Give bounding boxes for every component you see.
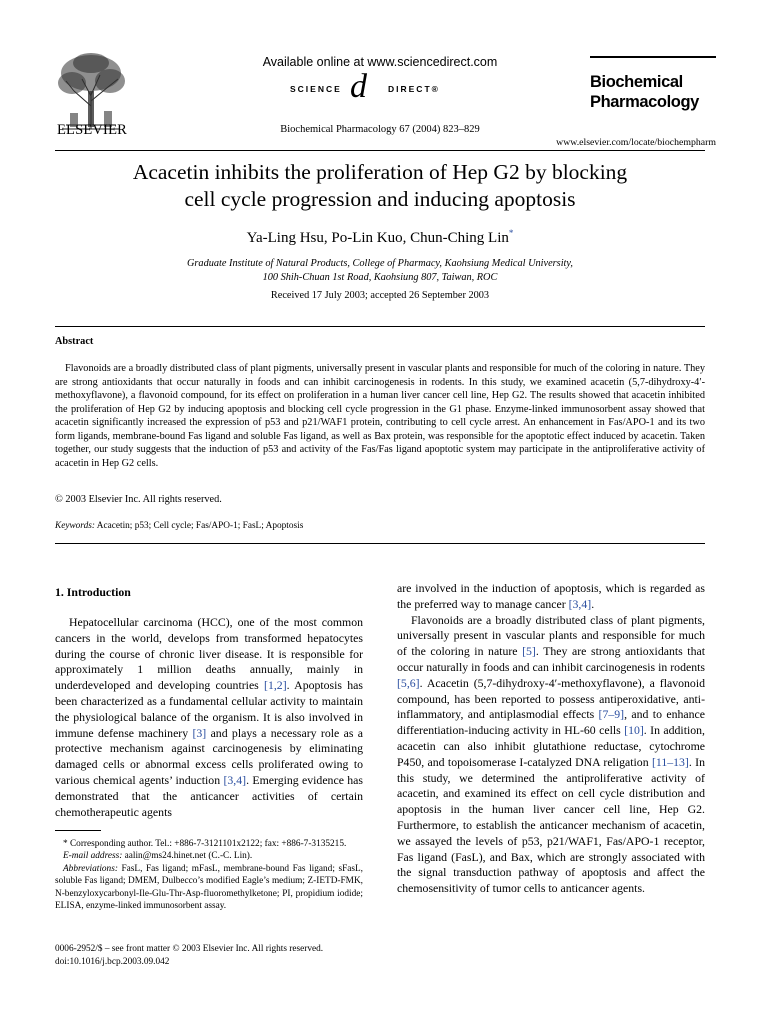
abstract-heading: Abstract: [55, 336, 94, 347]
author-list: Ya-Ling Hsu, Po-Lin Kuo, Chun-Ching Lin*: [246, 228, 514, 246]
publisher-name: ELSEVIER: [56, 122, 128, 138]
article-title: Acacetin inhibits the proliferation of Hep G2 by blocking cell cycle progression and inducing apoptosis: [132, 160, 628, 211]
corresponding-mark[interactable]: *: [508, 228, 514, 238]
abstract-top-rule: [55, 326, 705, 327]
abbreviations-note: Abbreviations: FasL, Fas ligand; mFasL, membrane-bound Fas ligand; sFasL, soluble Fas ligand; DMEM, Dulbecco’s modified Eagle’s medium; Z-IETD-FMK, N-benzyloxycarbonyl-Ile-Glu-Thr-Asp-fluoromethylketone; PI, propidium iodide; ELISA, enzyme-linked immunosorbent assay.: [55, 863, 363, 912]
issn-line: 0006-2952/$ – see front matter © 2003 Elsevier Inc. All rights reserved.: [55, 944, 324, 954]
journal-citation: Biochemical Pharmacology 67 (2004) 823–829: [280, 124, 480, 135]
citation-link[interactable]: [5]: [522, 644, 536, 659]
citation-link[interactable]: [1,2]: [264, 678, 287, 693]
available-online[interactable]: Available online at www.sciencedirect.com: [262, 55, 498, 69]
sciencedirect-logo: SCIENCE d DIRECT®: [290, 68, 440, 105]
header-rule: [55, 150, 705, 151]
email-link[interactable]: aalin@ms24.hinet.net (C.-C. Lin).: [122, 851, 253, 862]
footnote-rule: [55, 830, 101, 831]
intro-right-column: [397, 581, 705, 897]
abstract-copyright: © 2003 Elsevier Inc. All rights reserved.: [55, 494, 222, 505]
citation-link[interactable]: [11–13]: [651, 754, 689, 769]
section-heading-introduction: 1. Introduction: [55, 585, 131, 599]
footnotes: [55, 838, 363, 912]
intro-paragraph-1: Hepatocellular carcinoma (HCC), one of the most common cancers in the world, develops from transformed hepatocytes during the course of chronic liver disease. It is responsible for approximately 1 million deaths annually, mainly in underdeveloped and developing countries [1,2]. Apoptosis has been characterized as a fundamental cellular activity to maintain the physiological balance of the organism. It is also involved in immune defense machinery [3] and plays a necessary role as a protective mechanism against carcinogenesis by eliminating damaged cells or abnormal excess cells proliferated owing to various chemical agents’ induction [3,4]. Emerging evidence has demonstrated that the anticancer activities of certain chemotherapeutic agents: [55, 615, 363, 819]
received-dates: Received 17 July 2003; accepted 26 September 2003: [270, 290, 490, 301]
citation-link[interactable]: [3,4]: [568, 596, 592, 611]
abstract-bottom-rule: [55, 543, 705, 544]
citation-link[interactable]: [5,6]: [397, 675, 420, 690]
citation-link[interactable]: [3,4]: [223, 772, 247, 787]
email-note: E-mail address: aalin@ms24.hinet.net (C.-C. Lin).: [63, 851, 253, 862]
affiliation: Graduate Institute of Natural Products, College of Pharmacy, Kaohsiung Medical University, 100 Shih-Chuan 1st Road, Kaohsiung 807, Taiwan, ROC: [186, 258, 573, 283]
citation-link[interactable]: [3]: [192, 725, 207, 740]
sciencedirect-d-mark: d: [350, 68, 367, 105]
corresponding-author-note: * Corresponding author. Tel.: +886-7-3121101x2122; fax: +886-7-3135215.: [63, 839, 347, 849]
citation-link[interactable]: [7–9]: [598, 707, 625, 722]
citation-link[interactable]: [10]: [624, 723, 644, 738]
journal-logo: Biochemical Pharmacology: [590, 56, 716, 120]
article-identifiers: [55, 943, 375, 968]
abstract-text: Flavonoids are a broadly distributed class of plant pigments, universally present in vascular plants and responsible for much of the coloring in nature. They are strong antioxidants that occur naturally in foods and can inhibit carcinogenesis in rodents. In this study, we examined acacetin (5,7-dihydroxy-4′-methoxyflavone), a flavonoid compound, for its effect on proliferation in a human liver cancer cell line, Hep G2. The results showed that acacetin inhibited the proliferation of Hep G2 by inducing apoptosis and blocking cell cycle progression in the G1 phase. Enzyme-linked immunosorbent assay showed that acacetin significantly increased the expression of p53 and p21/WAF1 protein, contributing to cell cycle arrest. An enhancement in Fas/APO-1 and its two form ligands, membrane-bound Fas ligand and soluble Fas ligand, as well as Bax protein, was responsible for the apoptotic effect induced by acacetin. Taken together, our study suggests that the induction of p53 and activity of the Fas/Fas ligand apoptotic system may participate in the antiproliferative activity of acacetin in Hep G2 cells.: [55, 363, 705, 469]
intro-paragraph-2: Flavonoids are a broadly distributed class of plant pigments, universally present in vascular plants and responsible for much of the coloring in nature [5]. They are strong antioxidants that occur naturally in foods and can inhibit carcinogenesis in rodents [5,6]. Acacetin (5,7-dihydroxy-4′-methoxyflavone), a flavonoid compound, has been reported to possess antiperoxidative, anti-inflammatory, and antiplasmodial effects [7–9], and to enhance differentiation-inducing activity in HL-60 cells [10]. In addition, acacetin can also inhibit glutathione reductase, cytochrome P450, and topoisomerase I-catalyzed DNA religation [11–13]. In this study, we determined the antiproliferative activity of acacetin, and examined its effect on cell cycle distribution and apoptosis in the human liver cancer cell line, Hep G2. Furthermore, to establish the anticancer mechanism of acacetin, we assayed the levels of p53, p21/WAF1, Fas/APO-1 receptor, Fas ligand (FasL), and Bax, which are strongly associated with the signal transduction pathway of apoptosis and affect the chemosensitivity of tumor cells to anticancer agents.: [397, 612, 705, 896]
journal-url[interactable]: www.elsevier.com/locate/biochempharm: [556, 137, 716, 148]
intro-paragraph-continued: are involved in the induction of apoptosis, which is regarded as the preferred way to manage cancer [3,4].: [397, 581, 705, 611]
keywords: Keywords: Acacetin; p53; Cell cycle; Fas/APO-1; FasL; Apoptosis: [55, 521, 304, 531]
intro-left-column: [55, 615, 363, 820]
doi-line[interactable]: doi:10.1016/j.bcp.2003.09.042: [55, 956, 170, 967]
